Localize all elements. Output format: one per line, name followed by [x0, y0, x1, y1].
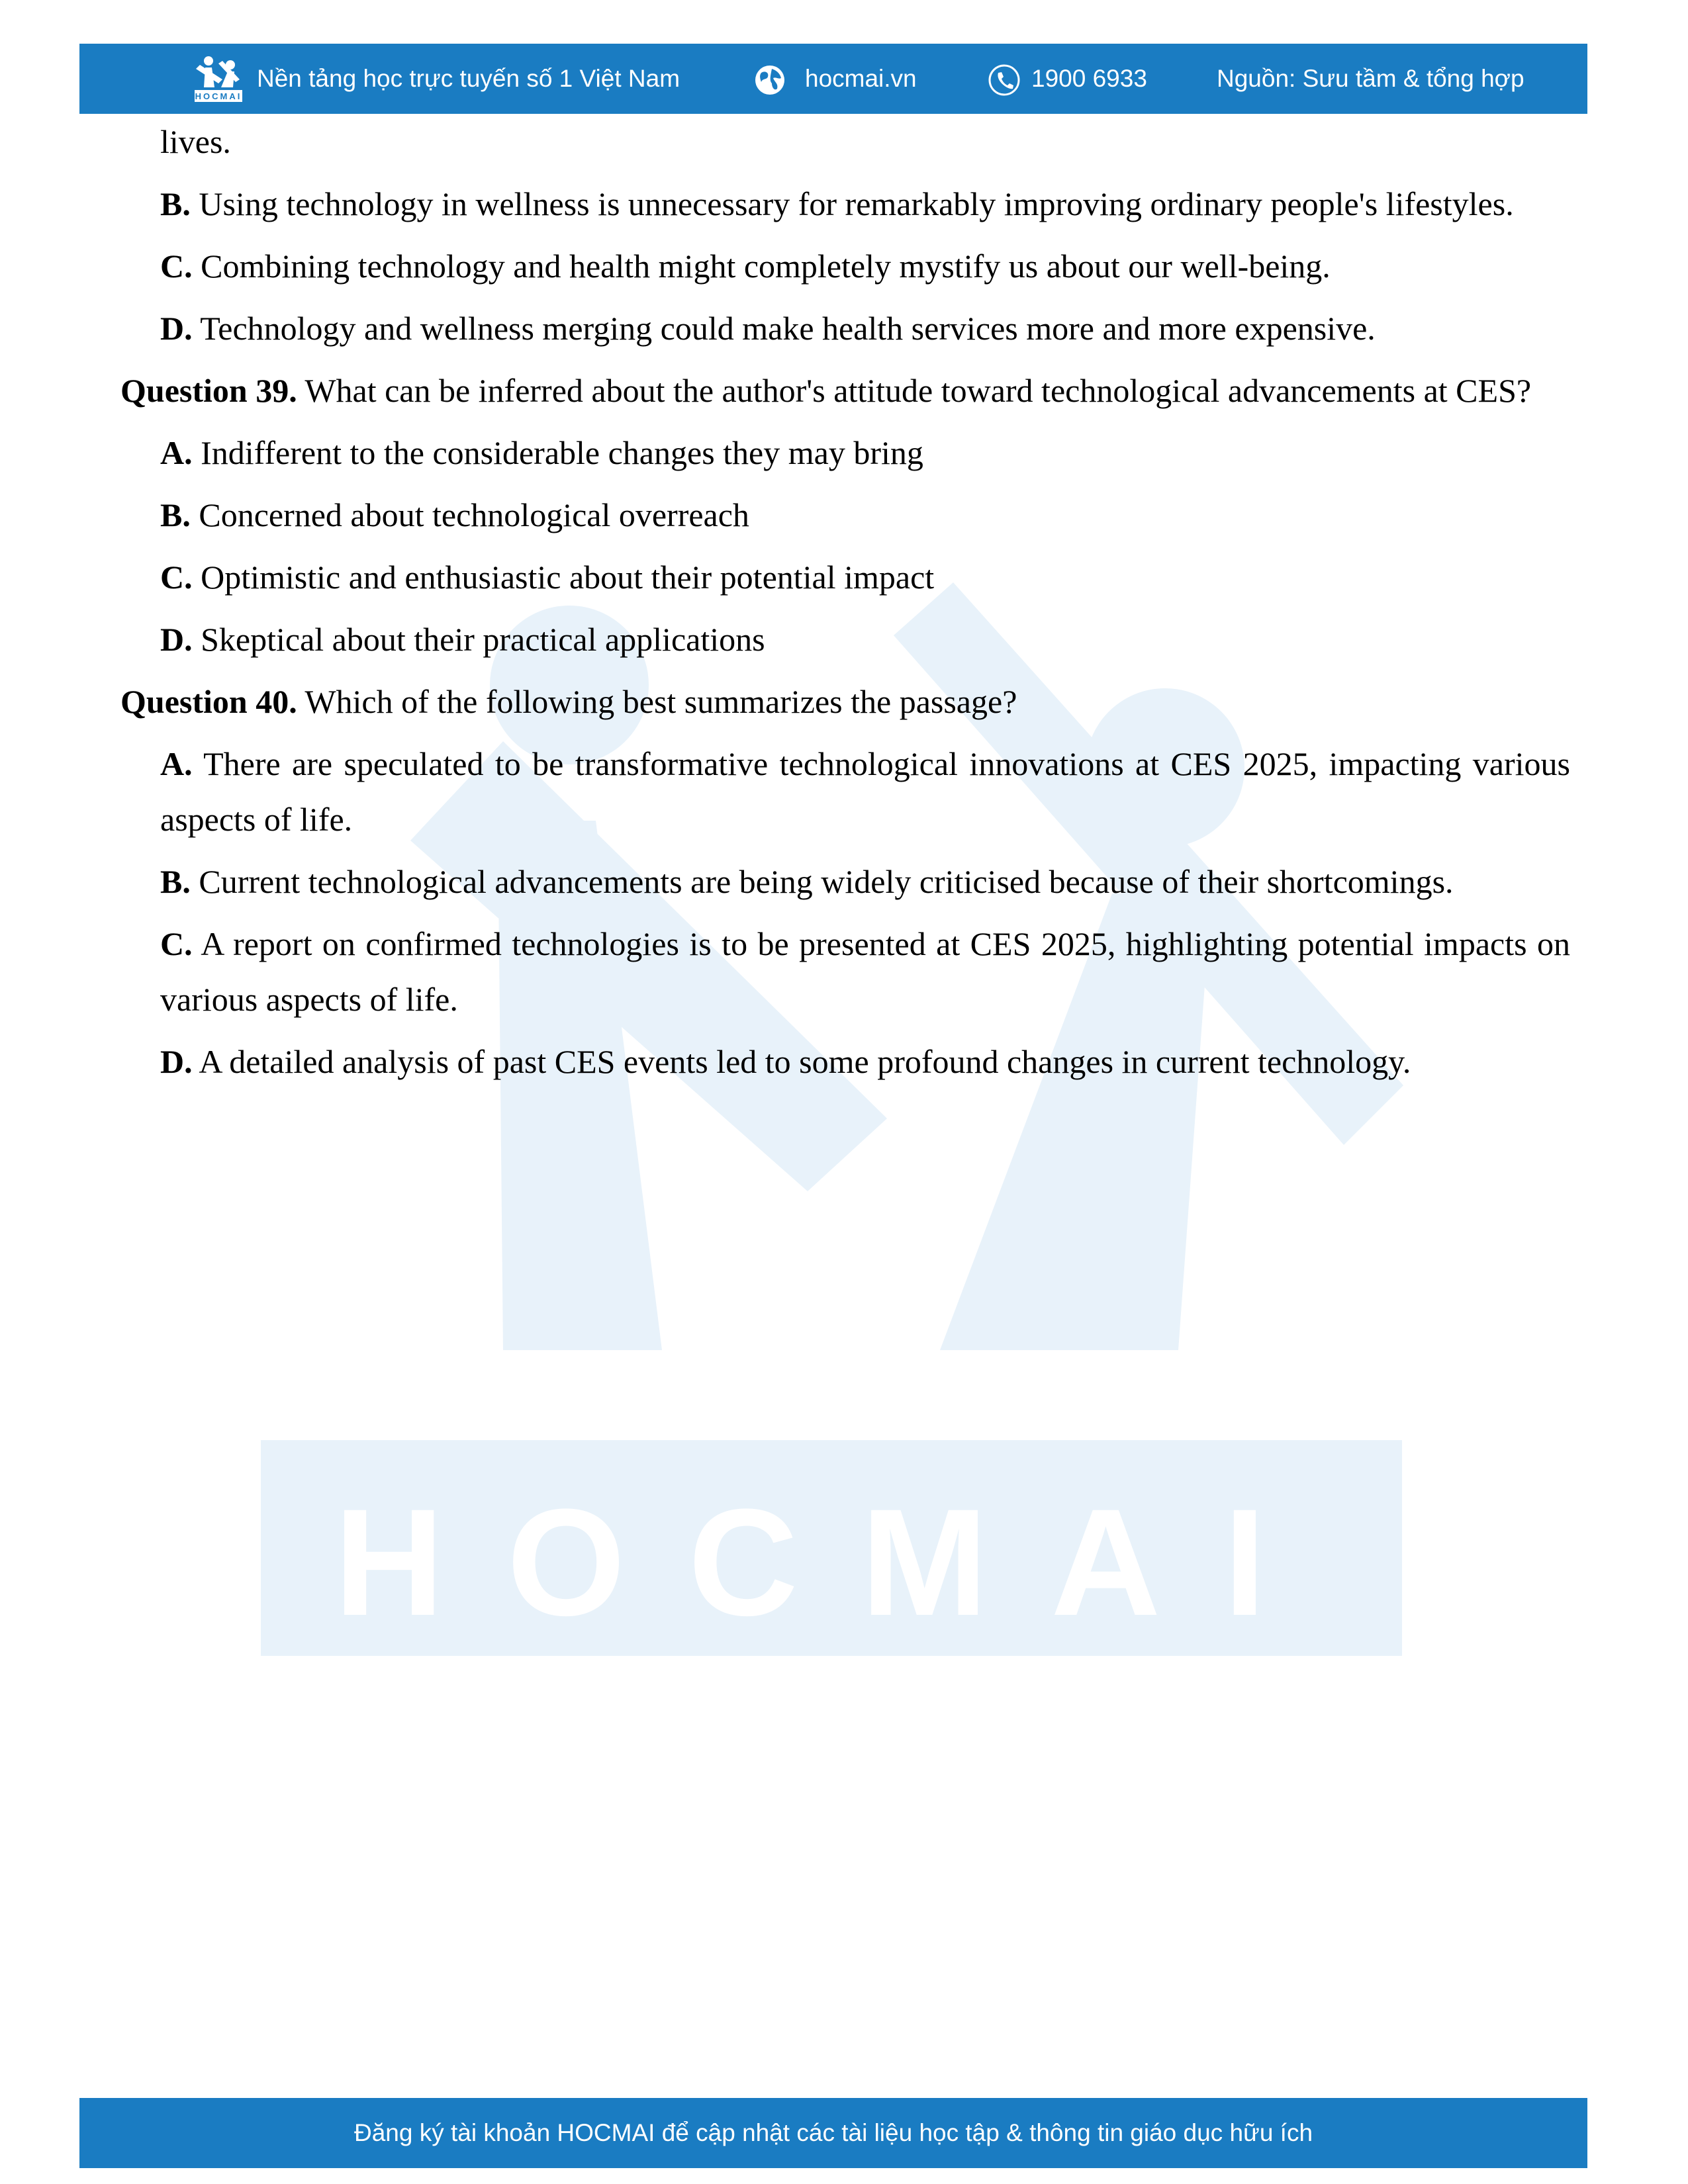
- footer-text: Đăng ký tài khoản HOCMAI để cập nhật các tài liệu học tập & thông tin giáo dục hữu ích: [353, 2119, 1313, 2146]
- globe-icon: [753, 64, 786, 97]
- header-tagline: Nền tảng học trực tuyến số 1 Việt Nam: [257, 65, 680, 92]
- q39-option-b: B. Concerned about technological overreach: [160, 496, 749, 533]
- header-bar: [79, 44, 1587, 114]
- document-body: [120, 114, 1570, 1096]
- header-phone[interactable]: 1900 6933: [1031, 65, 1147, 92]
- question-40: Question 40. Which of the following best summarizes the passage?: [120, 683, 1017, 720]
- hocmai-logo-icon: [192, 53, 245, 105]
- footer-bar[interactable]: [79, 2098, 1587, 2168]
- q39-option-a: A. Indifferent to the considerable changes they may bring: [160, 434, 923, 471]
- watermark-text: HOCMAI: [334, 1477, 1329, 1647]
- q38-option-c: C. Combining technology and health might completely mystify us about our well-being.: [160, 248, 1331, 285]
- q40-option-a: A. There are speculated to be transformative technological innovations at CES 2025, impacting various aspects of life.: [160, 745, 1570, 838]
- q40-option-d: D. A detailed analysis of past CES events led to some profound changes in current technology.: [160, 1043, 1411, 1080]
- phone-icon: [988, 64, 1021, 97]
- previous-option-tail: lives.: [160, 123, 231, 160]
- q39-option-c: C. Optimistic and enthusiastic about their potential impact: [160, 559, 935, 596]
- q40-option-b: B. Current technological advancements are being widely criticised because of their shortcomings.: [160, 863, 1454, 900]
- q38-option-d: D. Technology and wellness merging could make health services more and more expensive.: [160, 310, 1376, 347]
- q40-option-c: C. A report on confirmed technologies is to be presented at CES 2025, highlighting potential impacts on various aspects of life.: [160, 925, 1570, 1018]
- header-website-link[interactable]: hocmai.vn: [805, 65, 917, 92]
- svg-text:HOCMAI: HOCMAI: [195, 91, 242, 101]
- header-source: Nguồn: Sưu tầm & tổng hợp: [1217, 65, 1524, 92]
- q38-option-b: B. Using technology in wellness is unnecessary for remarkably improving ordinary people's lifestyles.: [160, 185, 1514, 222]
- q39-option-d: D. Skeptical about their practical applications: [160, 621, 765, 658]
- question-39: Question 39. What can be inferred about the author's attitude toward technological advancements at CES?: [120, 372, 1532, 409]
